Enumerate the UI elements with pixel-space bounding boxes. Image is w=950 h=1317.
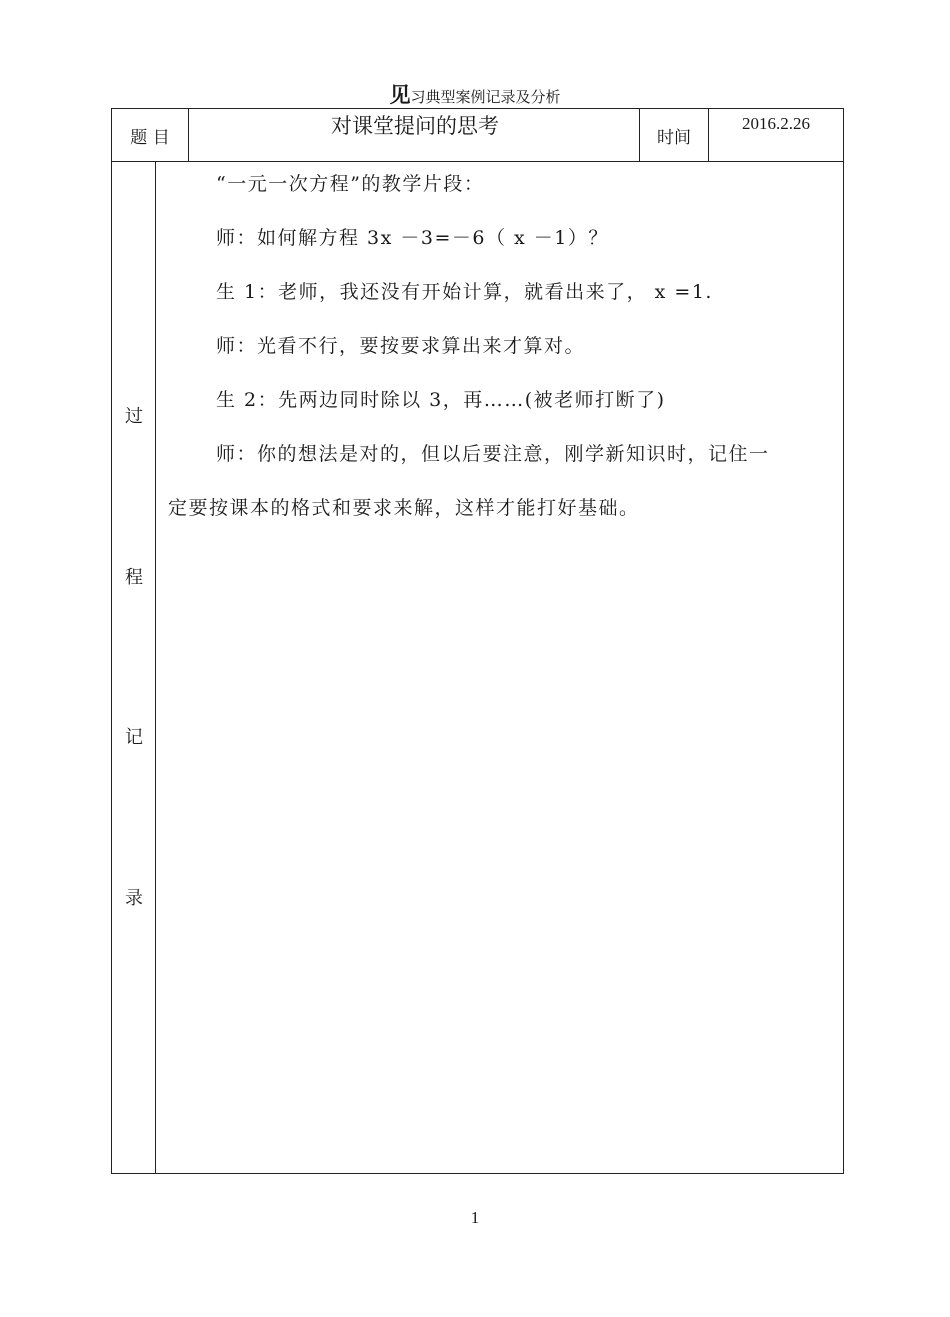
document-header-title	[0, 84, 950, 108]
header-title-large-char: 见	[389, 82, 411, 107]
topic-title: 对课堂提问的思考	[331, 114, 499, 138]
header-title-rest: 习典型案例记录及分析	[410, 88, 561, 106]
content-line: 定要按课本的格式和要求来解，这样才能打好基础。	[168, 497, 640, 519]
record-table	[111, 108, 844, 1174]
topic-label: 题 目	[130, 127, 170, 148]
table-header-col-divider-1	[188, 109, 189, 161]
time-label: 时间	[657, 127, 691, 148]
content-line: 师：如何解方程 3x －3=－6（ x －1）？	[216, 227, 609, 249]
content-line: 生 1：老师，我还没有开始计算，就看出来了， x =1.	[216, 281, 713, 303]
date-value: 2016.2.26	[742, 114, 810, 133]
page-number: 1	[470, 1208, 480, 1227]
side-label-char-2: 程	[125, 567, 143, 588]
content-line: 生 2：先两边同时除以 3，再……(被老师打断了)	[216, 389, 666, 411]
content-line: “一元一次方程”的教学片段：	[216, 173, 485, 195]
content-line: 师：你的想法是对的，但以后要注意，刚学新知识时，记住一	[216, 443, 770, 465]
side-label-char-4: 录	[125, 888, 143, 909]
process-record-content	[168, 157, 840, 535]
content-line: 师：光看不行，要按要求算出来才算对。	[216, 335, 586, 357]
side-label-char-3: 记	[125, 727, 143, 748]
table-body-col-divider	[155, 161, 156, 1173]
side-label-char-1: 过	[125, 406, 143, 427]
